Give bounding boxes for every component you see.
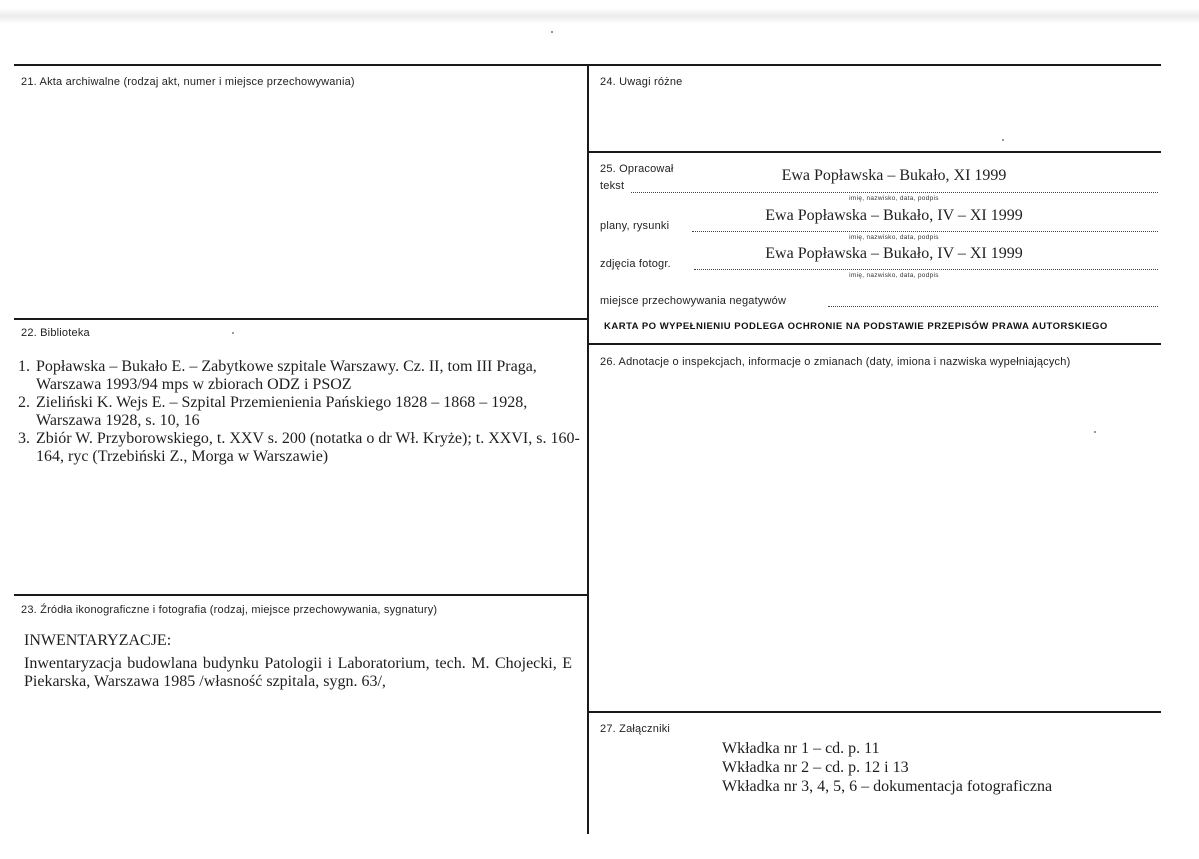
section-23-label: 23. Źródła ikonograficzne i fotografia (rodzaj, miejsce przechowywania, sygnatury) <box>21 604 438 616</box>
section-26-label: 26. Adnotacje o inspekcjach, informacje o zmianach (daty, imiona i nazwiska wypełniających) <box>600 356 1071 368</box>
field-value-plans: Ewa Popławska – Bukało, IV – XI 1999 <box>765 207 1023 224</box>
scan-shadow <box>0 8 1199 24</box>
iconography-heading: INWENTARYZACJE: <box>24 632 172 649</box>
field-value-text: Ewa Popławska – Bukało, XI 1999 <box>781 167 1007 184</box>
field-label-photos: zdjęcia fotogr. <box>600 258 671 270</box>
scan-speck <box>232 332 234 334</box>
divider-21-22 <box>14 318 587 320</box>
divider-25-26 <box>589 343 1161 345</box>
bibliography-item: 2. Zieliński K. Wejs E. – Szpital Przemienienia Pańskiego 1828 – 1868 – 1928, Warszawa 1928, s. 10, 16 <box>34 394 584 430</box>
bibliography-list <box>16 358 584 466</box>
field-label-text: tekst <box>600 180 625 192</box>
field-line-photos <box>694 269 1158 270</box>
iconography-text: Inwentaryzacja budowlana budynku Patologii i Laboratorium, tech. M. Chojecki, E Piekarska, Warszawa 1985 /własność szpitala, sygn. 63/, <box>24 655 572 690</box>
field-hint-photos: imię, nazwisko, data, podpis <box>849 272 939 279</box>
bibliography-item: 1. Popławska – Bukało E. – Zabytkowe szpitale Warszawy. Cz. II, tom III Praga, Warszawa 1993/94 mps w zbiorach ODZ i PSOZ <box>34 358 584 394</box>
copyright-note: KARTA PO WYPEŁNIENIU PODLEGA OCHRONIE NA PODSTAWIE PRZEPISÓW PRAWA AUTORSKIEGO <box>604 321 1108 332</box>
attachment-item: Wkładka nr 2 – cd. p. 12 i 13 <box>722 759 909 776</box>
field-hint-plans: imię, nazwisko, data, podpis <box>849 234 939 241</box>
field-label-plans: plany, rysunki <box>600 220 670 232</box>
scan-speck <box>1094 431 1096 433</box>
section-27-label: 27. Załączniki <box>600 723 671 735</box>
field-line-plans <box>692 231 1158 232</box>
bibliography-item: 3. Zbiór W. Przyborowskiego, t. XXV s. 200 (notatka o dr Wł. Kryże); t. XXVI, s. 160-164, ryc (Trzebiński Z., Morga w Warszawie) <box>34 430 584 466</box>
scan-speck <box>1002 139 1004 141</box>
divider-26-27 <box>589 711 1161 713</box>
center-divider-line <box>587 64 589 834</box>
field-line-text <box>631 192 1158 193</box>
negatives-line <box>828 306 1158 307</box>
section-25-label: 25. Opracował <box>600 163 674 175</box>
field-hint-text: imię, nazwisko, data, podpis <box>849 195 939 202</box>
divider-22-23 <box>14 594 587 596</box>
negatives-label: miejsce przechowywania negatywów <box>600 295 787 307</box>
attachment-item: Wkładka nr 3, 4, 5, 6 – dokumentacja fotograficzna <box>722 778 1053 795</box>
scan-speck <box>551 31 553 33</box>
attachment-item: Wkładka nr 1 – cd. p. 11 <box>722 740 880 757</box>
divider-24-25 <box>589 151 1161 153</box>
field-value-photos: Ewa Popławska – Bukało, IV – XI 1999 <box>765 245 1023 262</box>
section-24-label: 24. Uwagi różne <box>600 76 683 88</box>
section-21-label: 21. Akta archiwalne (rodzaj akt, numer i miejsce przechowywania) <box>21 76 355 88</box>
section-22-label: 22. Biblioteka <box>21 327 90 339</box>
